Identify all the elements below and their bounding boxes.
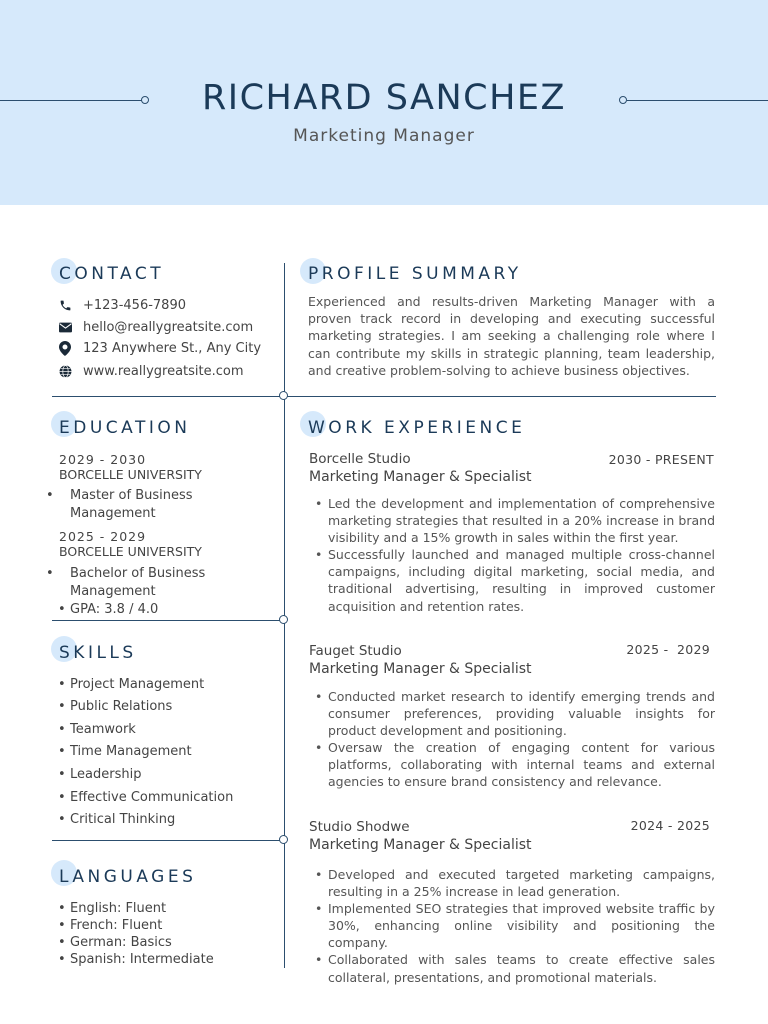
profile-summary-heading: PROFILE SUMMARY [308,264,522,284]
education-degree-text: Bachelor of Business Management [70,566,206,599]
contact-phone [58,296,186,314]
job-bullet: • Developed and executed targeted marketing campaigns, resulting in a 25% increase in lead generation. [314,866,715,900]
job-bullets [314,688,715,791]
education-school: BORCELLE UNIVERSITY [59,467,202,482]
skill-item: • Critical Thinking [58,812,176,827]
contact-phone-text: +123-456-7890 [83,297,186,313]
person-name: RICHARD SANCHEZ [201,78,567,118]
skill-label: Leadership [70,767,142,782]
profile-summary-text: Experienced and results-driven Marketing Manager with a proven track record in developing and executing successful marketing strategies. I am seeking a challenging role where I can contribute my skills in strategic planning, team leadership, and creative problem-solving to achieve business objectives. [308,294,715,378]
job-company: Borcelle Studio [309,451,411,467]
contact-address [58,339,261,357]
location-pin-icon [58,341,72,355]
job-role: Marketing Manager & Specialist [309,661,532,677]
job-dates: 2025 - 2029 [626,642,710,657]
education-school: BORCELLE UNIVERSITY [59,544,202,559]
skill-item: • Project Management [58,677,205,692]
section-divider-3 [52,840,285,841]
job-company: Studio Shodwe [309,819,410,835]
languages-heading: LANGUAGES [59,867,197,887]
job-bullets [314,495,715,615]
contact-website [58,362,244,380]
skill-label: Teamwork [70,722,136,737]
email-icon [58,320,72,334]
skills-heading: SKILLS [59,643,137,663]
phone-icon [58,298,72,312]
job-bullet: • Collaborated with sales teams to create effective sales collateral, presentations, and promotional materials. [314,951,715,985]
job-bullet: • Implemented SEO strategies that improved website traffic by 30%, enhancing online visibility and positioning the company. [314,900,715,951]
education-gpa-text: GPA: 3.8 / 4.0 [70,602,159,617]
section-divider-2 [52,620,285,621]
job-bullet: • Conducted market research to identify emerging trends and consumer preferences, providing valuable insights for product development and positioning. [314,688,715,739]
education-years: 2029 - 2030 [59,452,147,467]
education-degree: • Bachelor of Business Management [46,566,206,599]
job-company: Fauget Studio [309,643,402,659]
section-divider-1 [52,396,716,397]
job-bullets [314,866,715,986]
work-experience-heading: WORK EXPERIENCE [308,418,526,438]
divider-node-1 [279,391,288,400]
job-bullet: • Oversaw the creation of engaging content for various platforms, collaborating with internal teams and external agencies to ensure brand consistency and relevance. [314,739,715,790]
skill-label: Effective Communication [70,790,234,805]
job-dates: 2024 - 2025 [630,818,710,833]
job-bullet: • Successfully launched and managed multiple cross-channel campaigns, including digital marketing, social media, and traditional advertising, resulting in improved customer acquisition and retention rates. [314,546,715,614]
language-item: • German: Basics [58,935,172,950]
education-heading: EDUCATION [59,418,191,438]
divider-node-3 [279,835,288,844]
skill-item: • Teamwork [58,722,136,737]
skill-item: • Effective Communication [58,790,234,805]
skill-item: • Public Relations [58,699,173,714]
contact-email [58,318,253,336]
person-job-title: Marketing Manager [293,126,475,146]
skill-item: • Time Management [58,744,192,759]
contact-heading: CONTACT [59,264,165,284]
education-years: 2025 - 2029 [59,529,147,544]
job-dates: 2030 - PRESENT [608,452,714,467]
education-gpa: • GPA: 3.8 / 4.0 [58,602,159,617]
skill-item: • Leadership [58,767,142,782]
language-item: • French: Fluent [58,918,163,933]
globe-icon [58,364,72,378]
skill-label: Critical Thinking [70,812,176,827]
language-label: French: Fluent [70,918,163,933]
job-role: Marketing Manager & Specialist [309,469,532,485]
contact-website-text: www.reallygreatsite.com [83,363,244,379]
contact-email-text: hello@reallygreatsite.com [83,319,254,335]
skill-label: Public Relations [70,699,173,714]
language-label: English: Fluent [70,901,167,916]
skill-label: Time Management [70,744,192,759]
job-bullet: • Led the development and implementation of comprehensive marketing strategies that resulted in a 20% increase in brand visibility and a 15% growth in sales within the first year. [314,495,715,546]
language-label: German: Basics [70,935,172,950]
education-degree: • Master of Business Management [46,488,193,521]
language-item: • English: Fluent [58,901,167,916]
job-role: Marketing Manager & Specialist [309,837,532,853]
contact-address-text: 123 Anywhere St., Any City [83,340,262,356]
skill-label: Project Management [70,677,205,692]
education-degree-text: Master of Business Management [70,488,193,521]
language-item: • Spanish: Intermediate [58,952,214,967]
divider-node-2 [279,615,288,624]
language-label: Spanish: Intermediate [70,952,214,967]
